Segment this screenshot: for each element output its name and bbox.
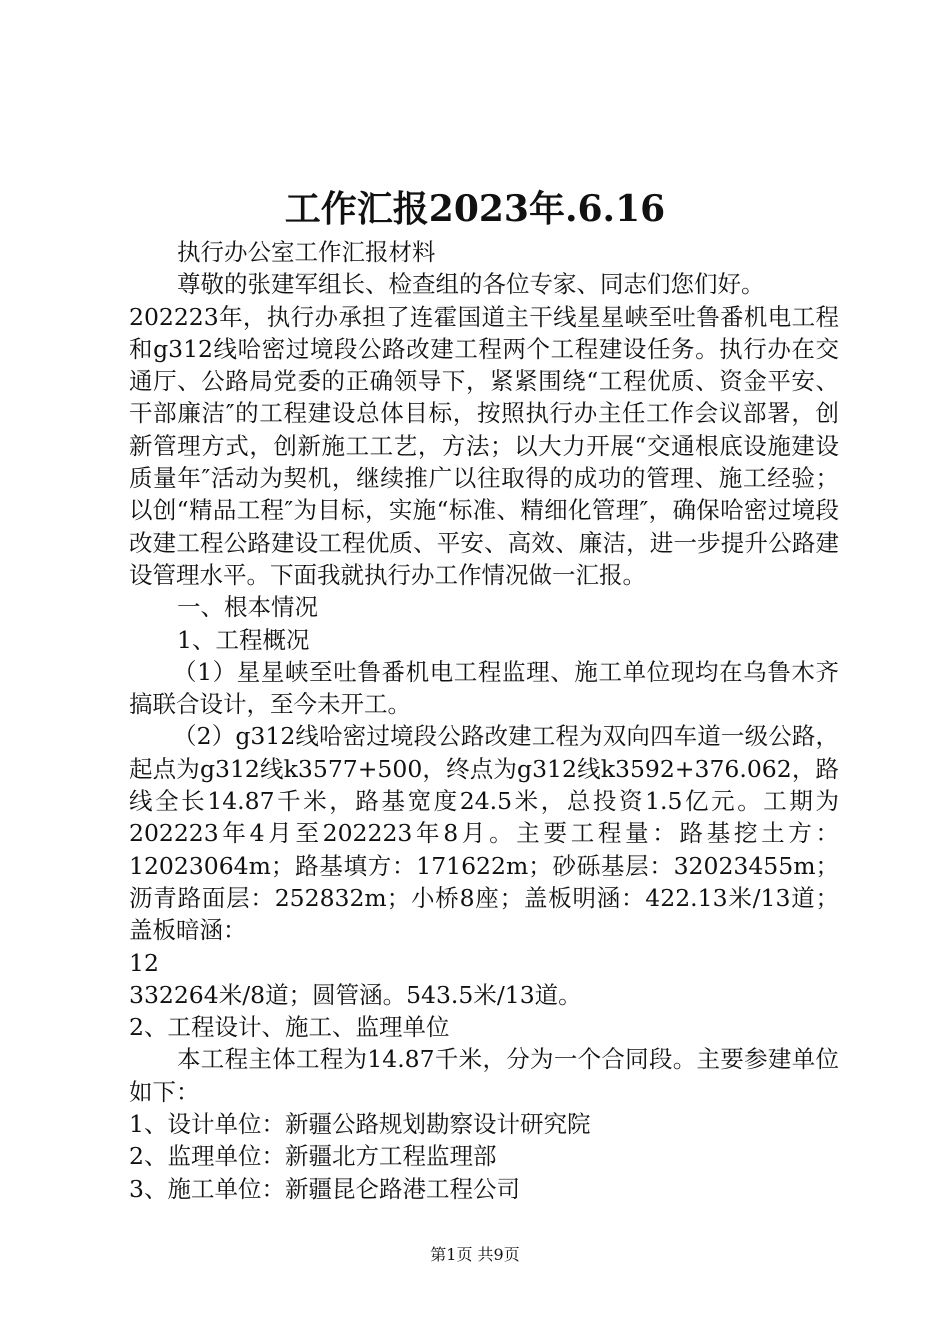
page-footer: 第1页 共9页 [430, 1245, 520, 1264]
subsection-heading-units: 2、工程设计、施工、监理单位 [129, 1013, 450, 1042]
paragraph-item-2: （2）g312线哈密过境段公路改建工程为双向四车道一级公路，起点为g312线k3577+500，终点为g312线k3592+376.062，路线全长14.87千米，路基宽度24.5米，总投资1.5亿元。工期为202223年4月至202223年8月。主要工程量：路基挖土方：12023064m；路基填方：171622m；砂砾基层：32023455m；沥青路面层：252832m；小桥8座；盖板明涵：422.13米/13道；盖板暗涵： [129, 722, 839, 945]
paragraph-fragment-12: 12 [129, 948, 159, 977]
paragraph-item-1: （1）星星峡至吐鲁番机电工程监理、施工单位现均在乌鲁木齐搞联合设计，至今未开工。 [129, 657, 839, 719]
paragraph-fragment-culvert: 332264米/8道；圆管涵。543.5米/13道。 [129, 980, 582, 1009]
section-heading-basic: 一、根本情况 [177, 593, 318, 622]
paragraph-units-intro: 本工程主体工程为14.87千米，分为一个合同段。主要参建单位如下： [129, 1045, 839, 1106]
document-title: 工作汇报2023年.6.16 [284, 188, 666, 230]
paragraph-heading-material: 执行办公室工作汇报材料 [177, 238, 436, 266]
list-item-construction-unit: 3、施工单位：新疆昆仑路港工程公司 [129, 1174, 520, 1203]
paragraph-intro: 202223年，执行办承担了连霍国道主干线星星峡至吐鲁番机电工程和g312线哈密过境段公路改建工程两个工程建设任务。执行办在交通厅、公路局党委的正确领导下，紧紧围绕“工程优质、资金平安、干部廉洁″的工程建设总体目标，按照执行办主任工作会议部署，创新管理方式，创新施工工艺，方法；以大力开展“交通根底设施建设质量年″活动为契机，继续推广以往取得的成功的管理、施工经验；以创“精品工程″为目标，实施“标准、精细化管理″，确保哈密过境段改建工程公路建设工程优质、平安、高效、廉洁，进一步提升公路建设管理水平。下面我就执行办工作情况做一汇报。 [129, 302, 839, 589]
list-item-design-unit: 1、设计单位：新疆公路规划勘察设计研究院 [129, 1110, 591, 1139]
document-body [129, 236, 839, 1205]
list-item-supervision-unit: 2、监理单位：新疆北方工程监理部 [129, 1142, 497, 1171]
subsection-heading-overview: 1、工程概况 [177, 625, 310, 654]
paragraph-greeting: 尊敬的张建军组长、检查组的各位专家、同志们您们好。 [177, 270, 765, 299]
